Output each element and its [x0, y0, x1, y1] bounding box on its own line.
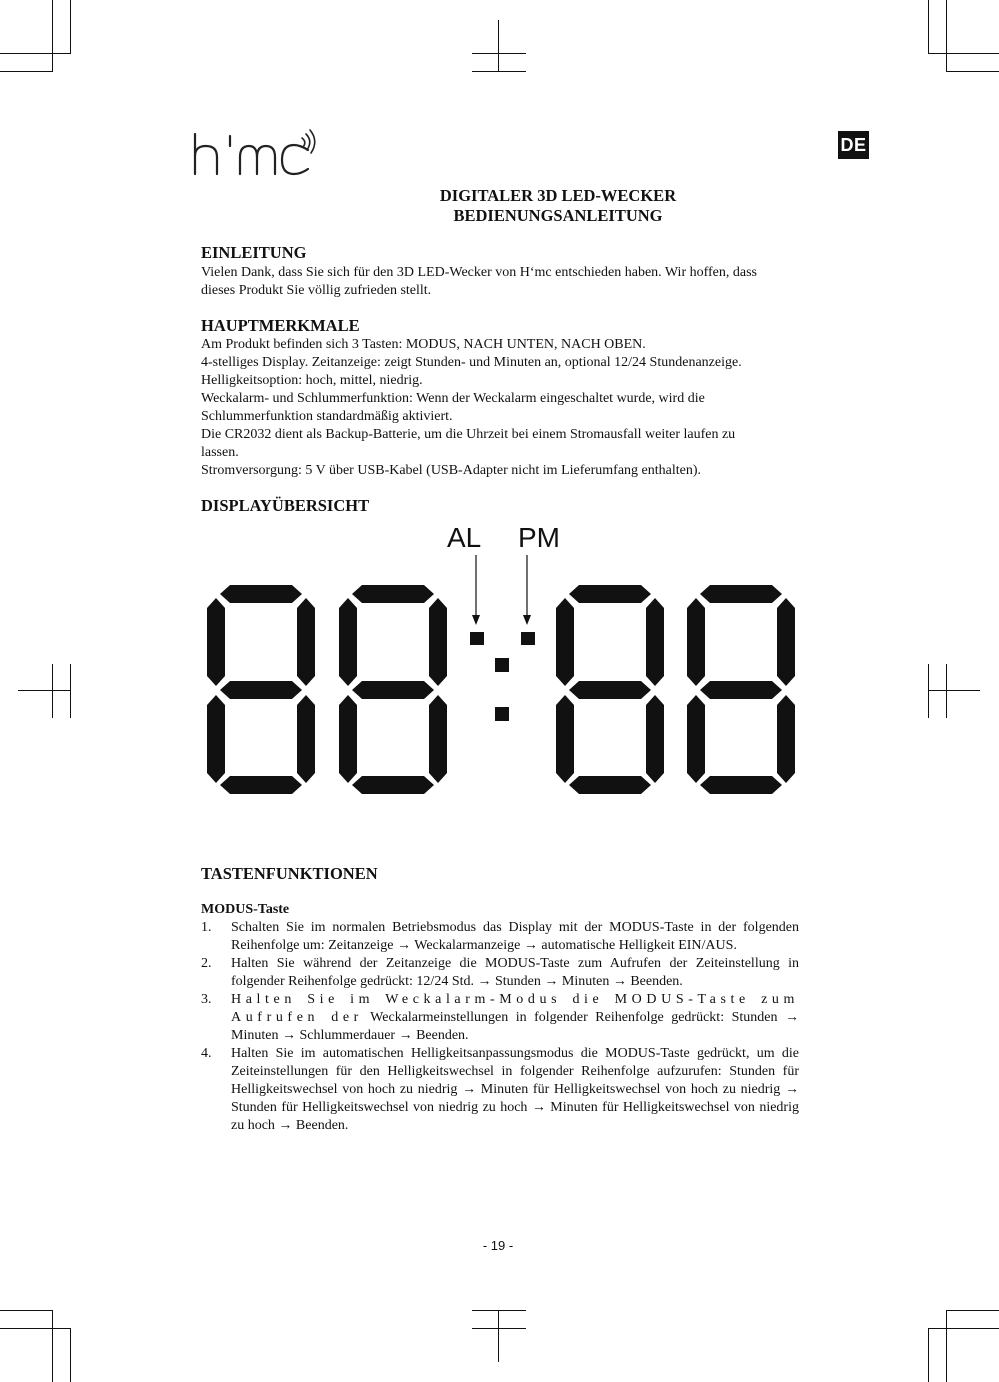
title-line-2: BEDIENUNGSANLEITUNG — [453, 206, 663, 225]
section-heading-hauptmerkmale: HAUPTMERKMALE — [201, 316, 360, 335]
title-line-1: DIGITALER 3D LED-WECKER — [439, 186, 677, 205]
label-al: AL — [447, 522, 482, 553]
list-item — [201, 991, 799, 1045]
list-text: Weckalarmeinstellungen in folgender Reihenfolge gedrückt: Stunden → Minuten → Schlummerdauer → Beenden. — [231, 1010, 800, 1043]
digit-2 — [339, 585, 447, 794]
arrow-al — [472, 555, 480, 625]
text-line: Vielen Dank, dass Sie sich für den 3D LED-Wecker von H‘mc entschieden haben. Wir hoffen, dass — [201, 265, 758, 280]
list-item — [201, 1045, 799, 1135]
list-number: 3. — [201, 992, 212, 1007]
list-item — [201, 919, 799, 955]
text-line: Am Produkt befinden sich 3 Tasten: MODUS, NACH UNTEN, NACH OBEN. — [201, 337, 646, 352]
colon-dot-top — [495, 658, 509, 672]
list-item — [201, 955, 799, 991]
digit-3 — [556, 585, 664, 794]
text-line: Weckalarm- und Schlummerfunktion: Wenn der Weckalarm eingeschaltet wurde, wird die — [201, 391, 705, 406]
modus-steps-list — [201, 919, 799, 1135]
text-line: Die CR2032 dient als Backup-Batterie, um die Uhrzeit bei einem Stromausfall weiter laufen zu — [201, 427, 736, 442]
text-line: Stromversorgung: 5 V über USB-Kabel (USB-Adapter nicht im Lieferumfang enthalten). — [201, 463, 702, 478]
section-heading-displayuebersicht: DISPLAYÜBERSICHT — [201, 496, 370, 515]
page-number: - 19 - — [482, 1238, 514, 1253]
document-title — [370, 186, 746, 226]
arrow-pm — [523, 555, 531, 625]
list-text: Halten Sie im automatischen Helligkeitsanpassungsmodus die MODUS-Taste gedrückt, um die Zeiteinstellungen für den Helligkeitswechsel in folgender Reihenfolge aufzurufen: Stunden für Helligkeitswechsel von hoch zu niedrig → Minuten für Helligkeitswechsel von hoch zu niedrig → Stunden für Helligkeitswechsel von niedrig zu hoch → Minuten für Helligkeitswechsel von niedrig zu hoch → Beenden. — [231, 1046, 799, 1133]
brand-logo — [190, 126, 320, 183]
list-number: 1. — [201, 920, 212, 935]
list-text: Halten Sie während der Zeitanzeige die MODUS-Taste zum Aufrufen der Zeiteinstellung in folgender Reihenfolge gedrückt: 12/24 Std. → Stunden → Minuten → Beenden. — [231, 956, 799, 989]
colon-dot-bottom — [495, 707, 509, 721]
label-pm: PM — [518, 522, 560, 553]
list-text: Schalten Sie im normalen Betriebsmodus das Display mit der MODUS-Taste in der folgenden Reihenfolge um: Zeitanzeige → Weckalarmanzeige → automatische Helligkeit EIN/AUS. — [231, 920, 799, 953]
digit-1 — [207, 585, 315, 794]
text-line: 4-stelliges Display. Zeitanzeige: zeigt Stunden- und Minuten an, optional 12/24 Stundenanzeige. — [201, 355, 742, 370]
hauptmerkmale-text — [201, 336, 801, 480]
indicator-pm — [521, 632, 535, 645]
list-number: 4. — [201, 1046, 212, 1061]
text-line: dieses Produkt Sie völlig zufrieden stellt. — [201, 283, 432, 298]
section-heading-einleitung: EINLEITUNG — [201, 243, 307, 262]
language-badge: DE — [838, 131, 869, 159]
list-text-spaced: Halten Sie im Weckalarm-Modus die MODUS-Taste zum Aufrufen der — [231, 992, 799, 1025]
list-number: 2. — [201, 956, 212, 971]
einleitung-text — [201, 264, 801, 300]
digit-4 — [687, 585, 795, 794]
text-line: lassen. — [201, 445, 239, 460]
text-line: Schlummerfunktion standardmäßig aktiviert. — [201, 409, 453, 424]
indicator-al — [470, 632, 484, 645]
seven-segment-display-diagram — [200, 515, 800, 800]
subheading-modus-taste: MODUS-Taste — [201, 902, 290, 917]
section-heading-tastenfunktionen: TASTENFUNKTIONEN — [201, 864, 378, 883]
text-line: Helligkeitsoption: hoch, mittel, niedrig. — [201, 373, 423, 388]
